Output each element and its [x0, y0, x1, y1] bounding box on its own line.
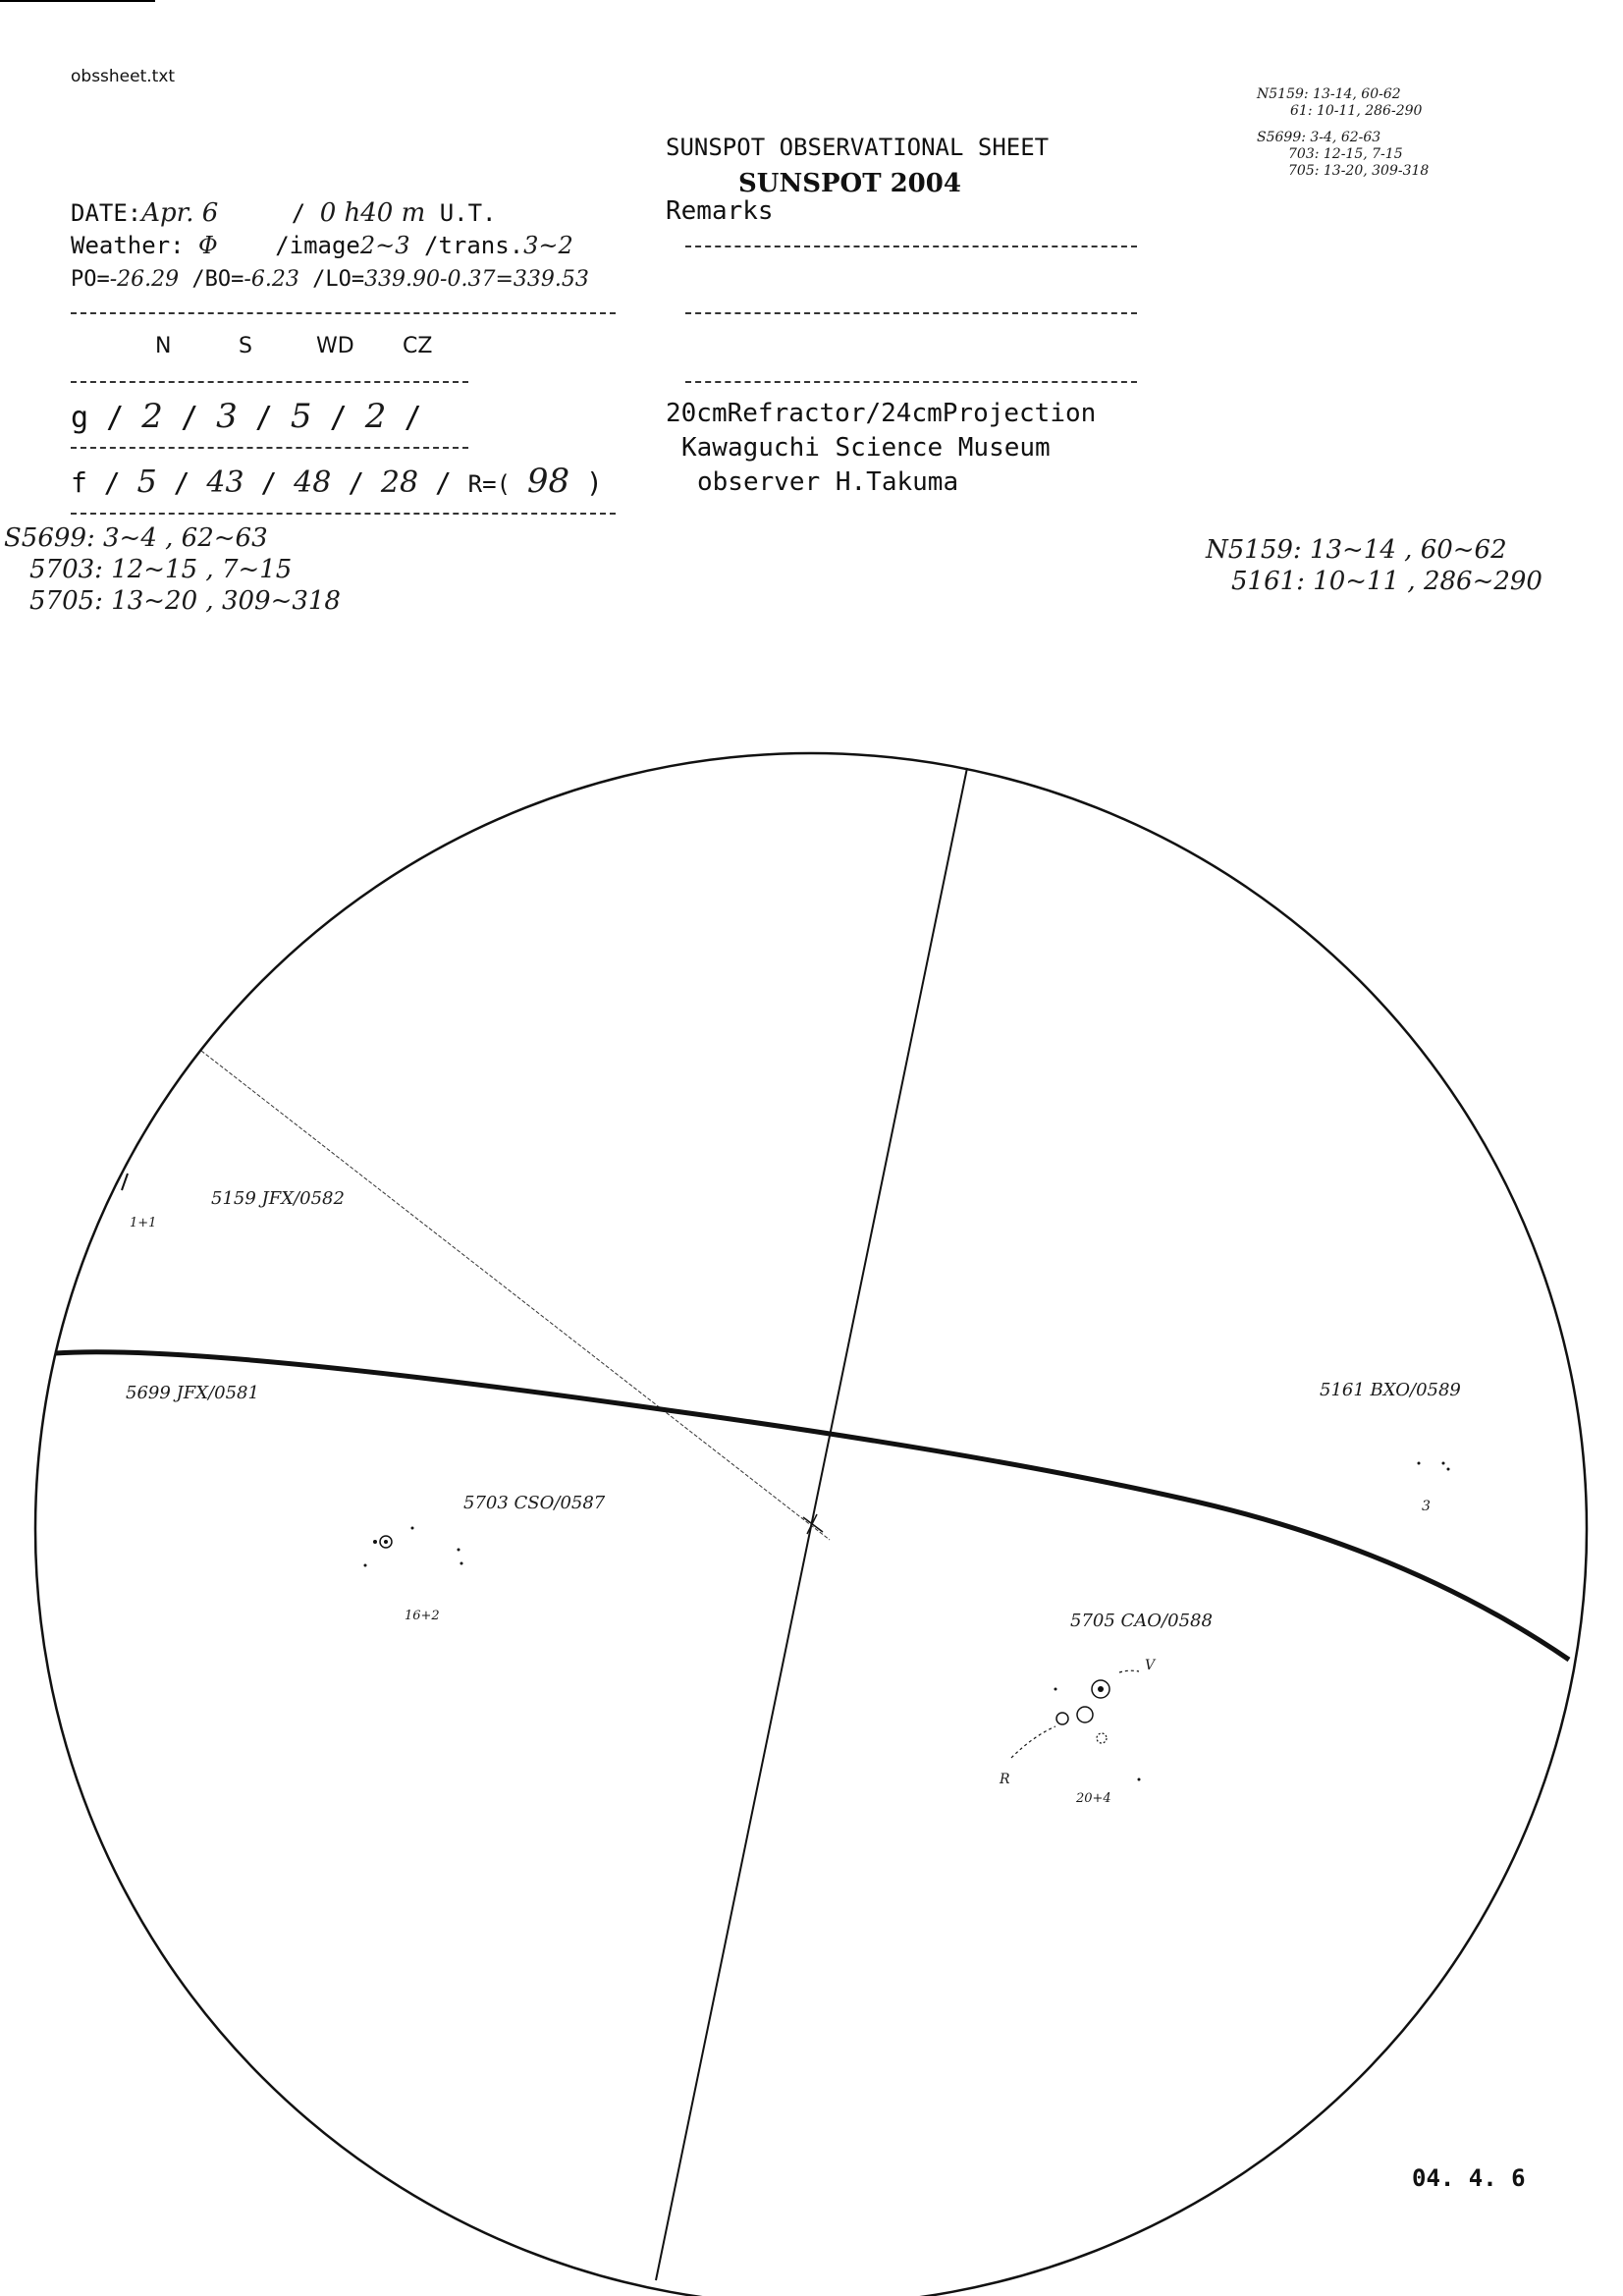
note-line: N5159: 13~14 , 60~62	[1206, 535, 1507, 565]
separator: /	[404, 401, 422, 435]
date-value: Apr. 6	[141, 198, 219, 228]
sunspot-mark	[364, 1564, 367, 1567]
group-label-5699: 5699 JFX/0581	[126, 1383, 259, 1403]
note-line: 5161: 10~11 , 286~290	[1231, 567, 1542, 596]
sunspot-mark	[1098, 1686, 1104, 1692]
lo-value: 339.90-0.37=339.53	[364, 267, 589, 292]
sunspot-mark	[460, 1562, 463, 1565]
separator: /	[180, 401, 199, 435]
col-n: N	[155, 334, 172, 358]
separator: /	[260, 466, 278, 499]
group-count-5703: 16+2	[405, 1609, 440, 1623]
lo-label: /LO=	[312, 267, 365, 292]
separator: /	[254, 401, 273, 435]
sunspot-mark	[1097, 1733, 1107, 1743]
f-label: f	[71, 466, 87, 499]
note-line: 705: 13-20, 309-318	[1288, 163, 1430, 179]
time-suffix: U.T.	[439, 199, 497, 227]
remarks-label: Remarks	[666, 196, 774, 226]
note-line: 5705: 13~20 , 309~318	[29, 586, 341, 616]
sunspot-mark	[1442, 1462, 1445, 1465]
note-line: 703: 12-15, 7-15	[1288, 146, 1403, 162]
separator: /	[103, 466, 121, 499]
sunspot-mark	[458, 1549, 460, 1552]
g-label: g	[71, 401, 89, 435]
sunspot-mark	[373, 1540, 377, 1544]
time-prefix: /	[291, 199, 306, 227]
po-label: PO=	[71, 267, 110, 292]
g-wd-value: 5	[290, 397, 312, 436]
col-cz: CZ	[403, 334, 433, 358]
image-label: /image	[275, 232, 360, 259]
trans-label: /trans.	[424, 232, 524, 259]
limb-tick	[122, 1174, 128, 1190]
sheet-title: SUNSPOT OBSERVATIONAL SHEET	[666, 134, 1050, 161]
sunspot-mark	[1056, 1713, 1068, 1724]
note-line: S5699: 3~4 , 62~63	[4, 523, 268, 553]
footer-date: 04. 4. 6	[1412, 2164, 1526, 2192]
col-wd: WD	[316, 334, 354, 358]
f-wd-value: 48	[294, 465, 332, 500]
bo-label: /BO=	[191, 267, 244, 292]
group-label-5703: 5703 CSO/0587	[463, 1493, 606, 1513]
sheet-subtitle: SUNSPOT 2004	[738, 169, 961, 198]
g-n-value: 2	[141, 397, 163, 436]
observer: observer H.Takuma	[697, 467, 959, 497]
f-cz-value: 28	[380, 465, 419, 500]
note-line: 61: 10-11, 286-290	[1290, 103, 1423, 119]
note-line: S5699: 3-4, 62-63	[1257, 130, 1381, 145]
f-n-value: 5	[136, 463, 157, 500]
museum: Kawaguchi Science Museum	[681, 433, 1051, 463]
separator: /	[434, 466, 452, 499]
po-value: -26.29	[109, 267, 180, 292]
sunspot-mark	[1055, 1688, 1057, 1691]
instrument: 20cmRefractor/24cmProjection	[666, 399, 1097, 428]
mark-r: R	[1000, 1772, 1010, 1787]
group-label-5159: 5159 JFX/0582	[211, 1188, 345, 1209]
sunspot-mark	[411, 1527, 414, 1530]
g-s-value: 3	[216, 397, 238, 436]
f-s-value: 43	[206, 465, 244, 500]
note-line: N5159: 13-14, 60-62	[1257, 86, 1401, 102]
trans-value: 3~2	[523, 232, 573, 259]
bo-value: -6.23	[243, 267, 299, 292]
note-line: 5703: 12~15 , 7~15	[29, 555, 293, 584]
separator: /	[348, 466, 365, 499]
weather-label: Weather:	[71, 232, 185, 259]
mark-v: V	[1145, 1658, 1156, 1673]
r-close: )	[586, 466, 603, 499]
sunspot-mark	[1077, 1707, 1093, 1722]
col-s: S	[239, 334, 252, 358]
group-label-5705: 5705 CAO/0588	[1070, 1611, 1213, 1631]
separator: /	[106, 401, 125, 435]
group-label-5161: 5161 BXO/0589	[1320, 1380, 1461, 1400]
time-value: 0 h40 m	[319, 198, 426, 228]
r-value: 98	[526, 462, 570, 501]
image-value: 2~3	[359, 232, 410, 259]
sunspot-mark	[1447, 1468, 1450, 1471]
group-count-5159: 1+1	[130, 1216, 157, 1230]
group-count-5705: 20+4	[1076, 1791, 1111, 1806]
weather-value: Φ	[198, 232, 218, 259]
separator: /	[173, 466, 190, 499]
penumbra-trail	[1119, 1670, 1139, 1672]
penumbra-trail	[1011, 1726, 1055, 1758]
g-cz-value: 2	[364, 397, 387, 436]
sunspot-mark	[384, 1540, 388, 1544]
r-label: R=(	[467, 470, 512, 498]
sunspot-mark	[1138, 1778, 1141, 1781]
file-name: obssheet.txt	[71, 67, 176, 86]
separator: /	[329, 401, 348, 435]
date-label: DATE:	[71, 199, 142, 227]
diagonal-line	[201, 1051, 830, 1540]
group-count-5161: 3	[1422, 1499, 1431, 1514]
sunspot-mark	[1418, 1462, 1421, 1465]
